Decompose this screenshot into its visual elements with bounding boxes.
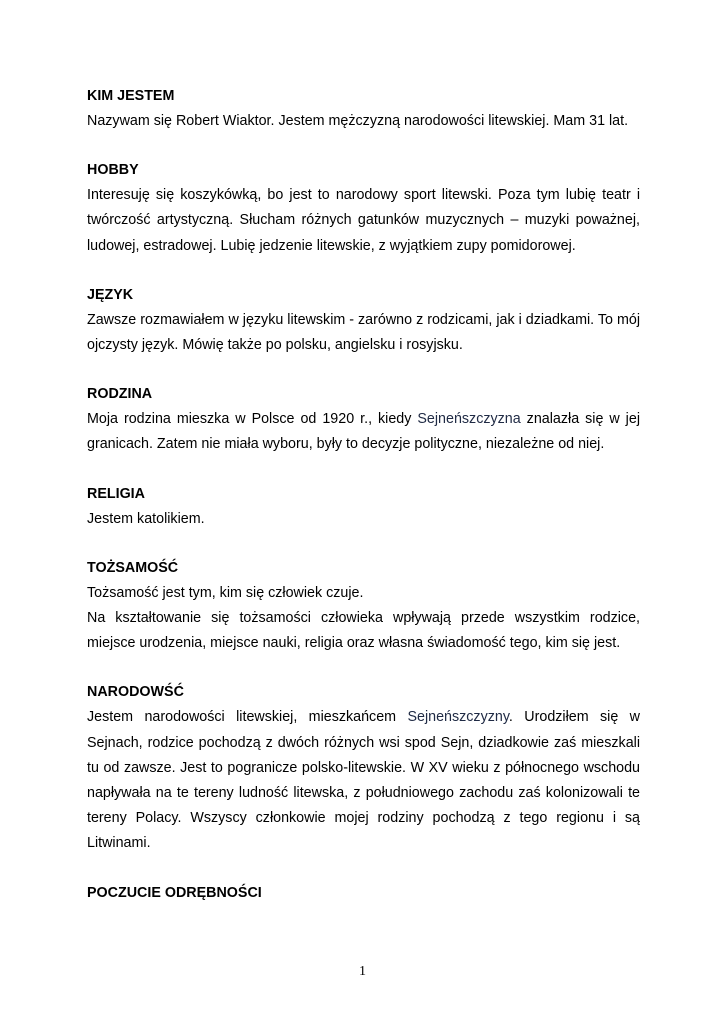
section-paragraph: Tożsamość jest tym, kim się człowiek czuje. [87, 584, 364, 601]
section-paragraph: Zawsze rozmawiałem w języku litewskim - zarówno z rodzicami, jak i dziadkami. To mój ojczysty język. Mówię także po polsku, angielsku i rosyjsku. [87, 311, 640, 354]
place-name: Sejneńszczyzny [407, 709, 509, 726]
section-religia [87, 482, 640, 532]
section-heading: POCZUCIE ODRĘBNOŚCI [87, 884, 262, 901]
paragraph-text: . Urodziłem się w Sejnach, rodzice pochodzą z dwóch różnych wsi spod Sejn, dziadkowie zaś mieszkali tu od zawsze. Jest to pogranicze polsko-litewskie. W XV wieku z północnego wschodu napływała na te tereny ludność litewska, z południowego zachodu zaś kolonizowali te tereny Polacy. Wszyscy członkowie mojej rodziny pochodzą z tego regionu i są Litwinami. [87, 709, 641, 852]
page-number: 1 [359, 964, 366, 979]
section-heading: NARODOWŚĆ [87, 684, 184, 701]
section-poczucie-odrebnosci [87, 881, 640, 906]
paragraph-text: Moja rodzina mieszka w Polsce od 1920 r., kiedy [87, 411, 418, 428]
section-jezyk [87, 283, 640, 358]
place-name: Sejneńszczyzna [417, 411, 521, 428]
section-paragraph [87, 407, 640, 457]
section-heading: RELIGIA [87, 485, 145, 502]
section-paragraph: Na kształtowanie się tożsamości człowieka wpływają przede wszystkim rodzice, miejsce urodzenia, miejsce nauki, religia oraz własna świadomość tego, kim się jest. [87, 610, 640, 652]
section-paragraph [87, 705, 640, 856]
section-tozsamosc [87, 556, 640, 657]
section-heading: KIM JESTEM [87, 88, 175, 104]
section-rodzina [87, 382, 640, 457]
section-heading: HOBBY [87, 162, 139, 179]
section-paragraph: Jestem katolikiem. [87, 510, 205, 527]
section-heading: TOŻSAMOŚĆ [87, 559, 179, 576]
paragraph-text: znalazła się w jej granicach. Zatem nie miała wyboru, były to decyzje polityczne, niezależne od niej. [87, 411, 640, 453]
section-heading: JĘZYK [87, 286, 134, 303]
section-hobby [87, 158, 640, 259]
section-paragraph: Nazywam się Robert Wiaktor. Jestem mężczyzną narodowości litewskiej. Mam 31 lat. [87, 113, 629, 129]
section-narodowsc [87, 680, 640, 856]
section-kim-jestem [87, 84, 640, 134]
section-paragraph: Interesuję się koszykówką, bo jest to narodowy sport litewski. Poza tym lubię teatr i twórczość artystyczną. Słucham różnych gatunków muzycznych – muzyki poważnej, ludowej, estradowej. Lubię jedzenie litewskie, z wyjątkiem zupy pomidorowej. [87, 187, 640, 254]
document-page [87, 84, 640, 930]
paragraph-text: Jestem narodowości litewskiej, mieszkańcem [87, 709, 408, 726]
section-heading: RODZINA [87, 386, 153, 403]
